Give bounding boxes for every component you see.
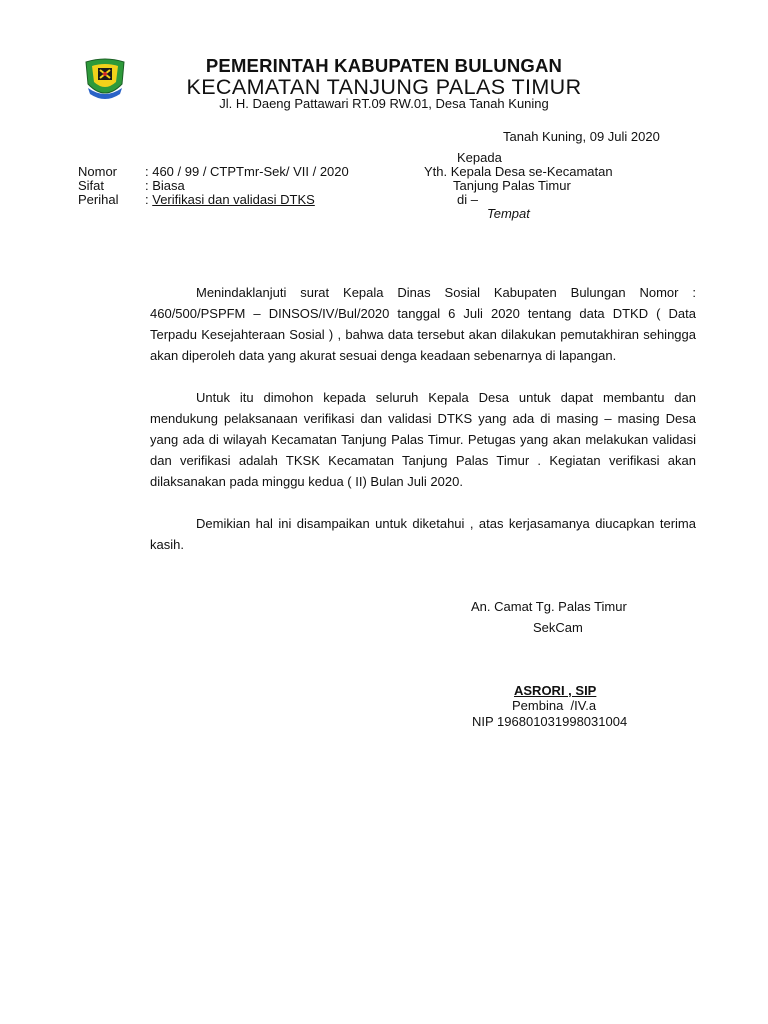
signature-position: SekCam bbox=[533, 620, 583, 635]
letterhead-district: KECAMATAN TANJUNG PALAS TIMUR bbox=[186, 75, 582, 99]
signature-nip: NIP 196801031998031004 bbox=[472, 714, 628, 729]
nomor-value: : 460 / 99 / CTPTmr-Sek/ VII / 2020 bbox=[145, 164, 349, 179]
recipient-kepada: Kepada bbox=[457, 150, 502, 165]
signature-rank: Pembina /IV.a bbox=[512, 698, 597, 713]
perihal-label: Perihal bbox=[78, 192, 119, 207]
recipient-yth: Yth. Kepala Desa se-Kecamatan bbox=[424, 164, 613, 179]
perihal-value: Verifikasi dan validasi DTKS bbox=[152, 192, 315, 207]
letter-date: Tanah Kuning, 09 Juli 2020 bbox=[503, 129, 660, 144]
body-paragraph-1 bbox=[150, 282, 696, 366]
nomor-label: Nomor bbox=[78, 164, 118, 179]
letterhead-address: Jl. H. Daeng Pattawari RT.09 RW.01, Desa Tanah Kuning bbox=[219, 96, 549, 111]
perihal-field bbox=[145, 192, 315, 207]
body-paragraph-1-text: Menindaklanjuti surat Kepala Dinas Sosial Kabupaten Bulungan Nomor : 460/500/PSPFM – DINSOS/IV/Bul/2020 tanggal 6 Juli 2020 tentang data DTKD ( Data Terpadu Kesejahteraan Sosial ) , bahwa data tersebut akan dilakukan pemutakhiran sehingga akan diperoleh data yang akurat sesuai denga keadaan sebenarnya di lapangan. bbox=[150, 285, 696, 363]
signature-name: ASRORI , SIP bbox=[514, 683, 597, 698]
body-paragraph-3-text: Demikian hal ini disampaikan untuk diketahui , atas kerjasamanya diucapkan terima kasih. bbox=[150, 516, 696, 552]
sifat-value: : Biasa bbox=[145, 178, 185, 193]
recipient-place: Tanjung Palas Timur bbox=[453, 178, 571, 193]
body-paragraph-2-text: Untuk itu dimohon kepada seluruh Kepala Desa untuk dapat membantu dan mendukung pelaksanaan verifikasi dan validasi DTKS yang ada di masing – masing Desa yang ada di wilayah Kecamatan Tanjung Palas Timur. Petugas yang akan melakukan validasi dan verifikasi adalah TKSK Kecamatan Tanjung Palas Timur . Kegiatan verifikasi akan dilaksanakan pada minggu kedua ( II) Bulan Juli 2020. bbox=[150, 390, 696, 489]
sifat-label: Sifat bbox=[78, 178, 105, 193]
signature-on-behalf: An. Camat Tg. Palas Timur bbox=[471, 599, 627, 614]
perihal-colon: : bbox=[145, 192, 153, 207]
recipient-di: di – bbox=[457, 192, 478, 207]
body-paragraph-3 bbox=[150, 513, 696, 555]
letterhead-government: PEMERINTAH KABUPATEN BULUNGAN bbox=[205, 55, 563, 76]
recipient-tempat: Tempat bbox=[487, 206, 530, 221]
body-paragraph-2 bbox=[150, 387, 696, 492]
